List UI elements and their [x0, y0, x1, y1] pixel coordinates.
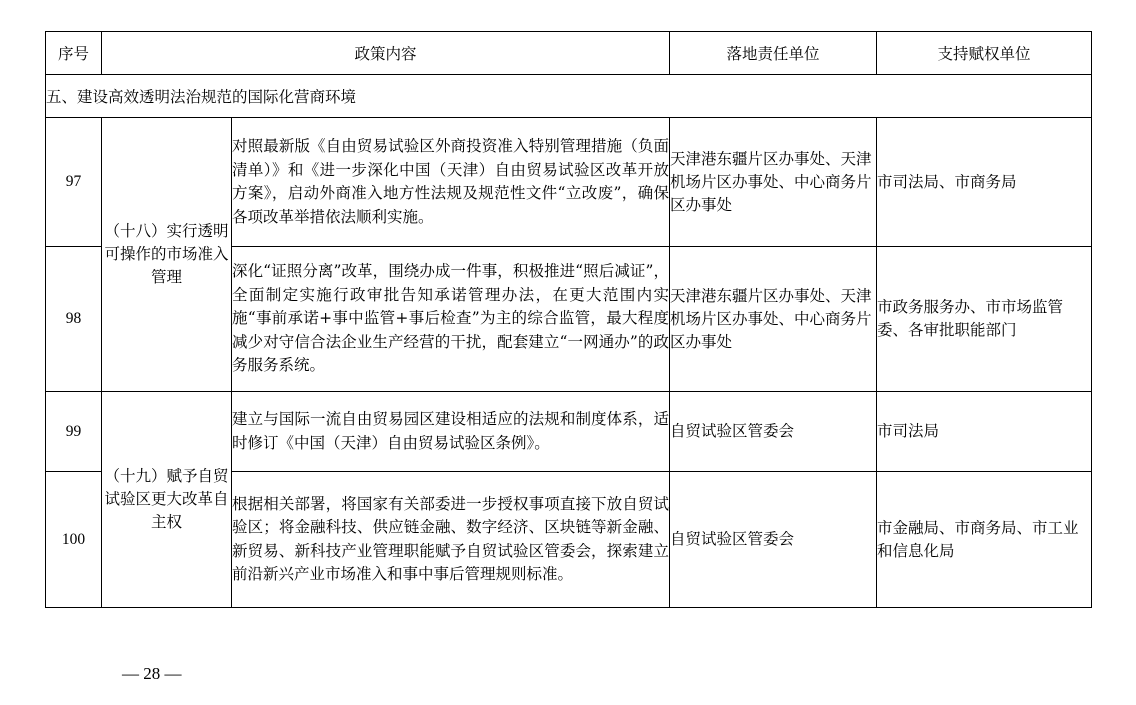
- section-row: [46, 75, 1092, 118]
- policy-table: [45, 31, 1092, 608]
- row-number: 99: [46, 392, 102, 472]
- responsible-unit: 天津港东疆片区办事处、天津机场片区办事处、中心商务片区办事处: [670, 247, 877, 392]
- support-unit: 市司法局: [877, 392, 1092, 472]
- section-title: 五、建设高效透明法治规范的国际化营商环境: [46, 75, 1092, 118]
- row-number: 98: [46, 247, 102, 392]
- table-row: [46, 118, 1092, 247]
- table-row: [46, 392, 1092, 472]
- row-number: 97: [46, 118, 102, 247]
- policy-content: 深化“证照分离”改革，围绕办成一件事，积极推进“照后减证”，全面制定实施行政审批告知承诺管理办法，在更大范围内实施“事前承诺+事中监管+事后检查”为主的综合监管，最大程度减少对守信合法企业生产经营的干扰，配套建立“一网通办”的政务服务系统。: [232, 247, 670, 392]
- responsible-unit: 自贸试验区管委会: [670, 392, 877, 472]
- category-cell: （十九）赋予自贸试验区更大改革自主权: [102, 392, 232, 608]
- header-support: 支持赋权单位: [877, 32, 1092, 75]
- policy-content: 建立与国际一流自由贸易园区建设相适应的法规和制度体系，适时修订《中国（天津）自由贸易试验区条例》。: [232, 392, 670, 472]
- category-cell: （十八）实行透明可操作的市场准入管理: [102, 118, 232, 392]
- header-content: 政策内容: [102, 32, 670, 75]
- support-unit: 市政务服务办、市市场监管委、各审批职能部门: [877, 247, 1092, 392]
- header-row: [46, 32, 1092, 75]
- responsible-unit: 天津港东疆片区办事处、天津机场片区办事处、中心商务片区办事处: [670, 118, 877, 247]
- policy-content: 根据相关部署，将国家有关部委进一步授权事项直接下放自贸试验区；将金融科技、供应链金融、数字经济、区块链等新金融、新贸易、新科技产业管理职能赋予自贸试验区管委会，探索建立前沿新兴产业市场准入和事中事后管理规则标准。: [232, 472, 670, 608]
- responsible-unit: 自贸试验区管委会: [670, 472, 877, 608]
- row-number: 100: [46, 472, 102, 608]
- header-seq: 序号: [46, 32, 102, 75]
- policy-content: 对照最新版《自由贸易试验区外商投资准入特别管理措施（负面清单）》和《进一步深化中国（天津）自由贸易试验区改革开放方案》，启动外商准入地方性法规及规范性文件“立改废”，确保各项改革举措依法顺利实施。: [232, 118, 670, 247]
- header-responsible: 落地责任单位: [670, 32, 877, 75]
- support-unit: 市金融局、市商务局、市工业和信息化局: [877, 472, 1092, 608]
- page-number: — 28 —: [122, 664, 182, 683]
- support-unit: 市司法局、市商务局: [877, 118, 1092, 247]
